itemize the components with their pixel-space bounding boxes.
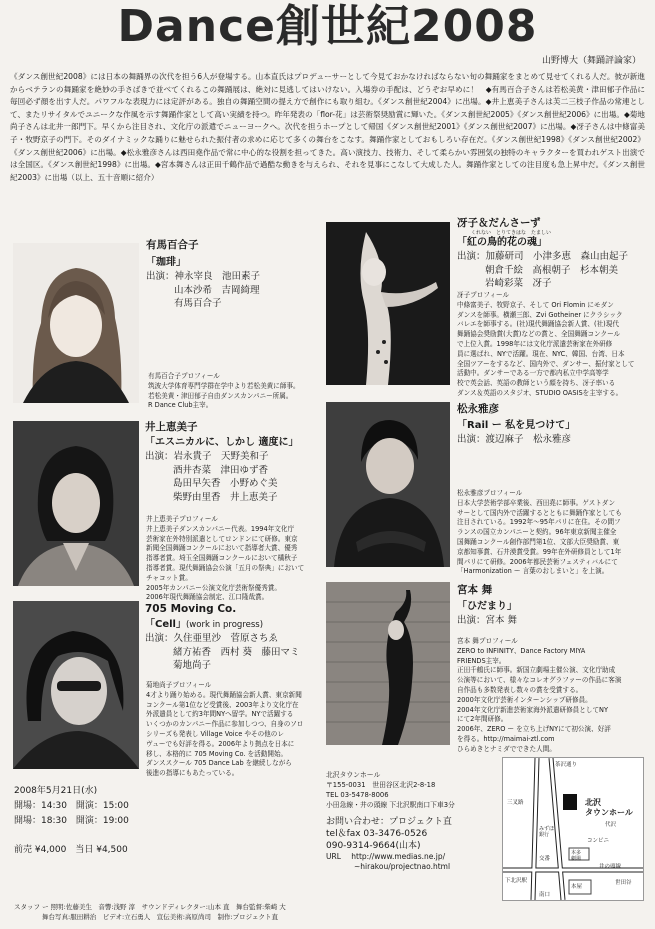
profile-line: 正田千鶴氏に師事。新国立劇場主催公演、文化庁助成 bbox=[457, 666, 616, 675]
contact-heading: お問い合わせ：プロジェクト直 bbox=[326, 817, 452, 827]
profile-line: 2004年文化庁新進芸術家海外派遣研修員としてNY bbox=[457, 705, 609, 714]
cast-line: 菊地尚子 bbox=[173, 660, 212, 671]
venue-name: 北沢タウンホール bbox=[326, 771, 381, 779]
work-title: 「珈琲」 bbox=[146, 257, 186, 268]
work-title: 「紅の鳥的花の魂」 bbox=[457, 237, 547, 248]
cast-line: 柴野由里香 井上恵美子 bbox=[173, 491, 278, 503]
portrait-image bbox=[326, 402, 450, 567]
cast-line: 緒方祐香 西村 葵 藤田マミ bbox=[173, 646, 300, 658]
intro-text: 《ダンス創世紀2008》には日本の舞踊界の次代を担う6人が登場する。山本直氏はプロデューサーとして今見ておかなければならない旬の舞踊家をまとめて見せてくれる人だ。彼が新進からベテランの舞踊家を絶妙の手さばきで並べてくれるこの舞踊展は、絶対に見逃してはいけない。入場券の手配は、どうぞお早めに！ ◆有馬百合子さんは若松美黄・津田郁子作品に毎回必ず顔を出す人だ。パワフルな表現力には定評がある。独自の舞踊空間の提え方で創作にも取り組む。《ダンス創世紀2004》に出場。◆井上恵美子さんは芙二三枝子作品の常連として、またリサイタルでユニークな作風を示す舞踊作家として高い実績を持つ。昨年発表の「flor-花」は芸術祭奨励賞に輝いた。《ダンス創世紀2005》《ダンス創世紀2006》に出場。◆菊地尚子さんは北井一郎門下。早くから注目され、文化庁の派遣でニューヨークへ。次代を担うホープとして帰国《ダンス創世紀2001》《ダンス創世紀2007》に出場。◆冴子さんは中條富美子・牧野京子の門下。そのダイナミックな踊りに魅せられた振付者の求めに応じて多くの舞台をこなす。舞踊作家としておもしろい存在だ。《ダンス創世紀1998》《ダンス創世紀2002》《ダンス創世紀2006》に出場。◆松永雅彦さんは西田堯作品で常に中心的な役割を担ってきた。高い演技力、技術力、そして柔らかい雰囲気の独特のキャラクターを買われゲスト出演では全国区。《ダンス創世紀1998》に出場。◆宮本舞さんは正田千鶴作品で過酷な動きを与えられ、それを見事にこなして大成した人。舞踊作家としての注目度も急上昇中だ。《ダンス創世紀2003》に出場（以上、五十音順に紹介） bbox=[10, 72, 645, 182]
profile-line: 員に選ばれ、NYで活躍。現在、NYC、韓国、台湾、日本 bbox=[457, 349, 625, 358]
event-date: 2008年5月21日(水) bbox=[14, 786, 98, 796]
cast-line: 出演：岩永貴子 天野美和子 bbox=[145, 451, 269, 462]
profile-line: を得る。http://maimai-ztl.com bbox=[457, 734, 555, 743]
photo-inoue bbox=[13, 421, 139, 586]
map-label: 茶沢通り bbox=[555, 762, 578, 768]
profile-line: 外派遣員として約3年間NYへ留学。NYで活躍する bbox=[146, 710, 294, 719]
cast-line: 出演：神永宰良 池田素子 bbox=[146, 271, 261, 282]
work-title: 「ひだまり」 bbox=[457, 601, 517, 612]
photo-kikuchi bbox=[13, 601, 139, 769]
work-ruby: くれない とりてきはな たましい bbox=[471, 230, 552, 236]
cast-line: 出演：加藤研司 小津多恵 森山由起子 bbox=[457, 251, 629, 262]
map-label: 本多 劇場 bbox=[571, 850, 582, 862]
profile-line: 注目されている。1992年〜95年パリに在住。その間フ bbox=[457, 518, 621, 527]
cast-line: 岩崎彩菜 冴子 bbox=[485, 278, 552, 289]
profile-line: ダンス＆英語のスタジオ、STUDIO OASISを主宰する。 bbox=[457, 388, 623, 397]
map-label: コンビニ bbox=[587, 838, 610, 844]
dance-image bbox=[326, 222, 450, 385]
profile-line: 指導者賞。埼玉全国舞踊コンクールにおいて橘秋子 bbox=[146, 554, 298, 563]
url-label: URL bbox=[326, 852, 341, 861]
performer-name: 705 Moving Co. bbox=[145, 603, 237, 615]
profile-line: にて2年間研修。 bbox=[457, 715, 508, 724]
contact-telfax: tel＆fax 03-3476-0526 bbox=[326, 829, 428, 839]
author-credit: 山野博大（舞踊評論家） bbox=[541, 56, 641, 66]
profile-line: 中條富美子、牧野京子、そして Ori Flomin にモダン bbox=[457, 300, 614, 309]
profile-line: 2006年、ZERO ー を立ち上げNYにて初公演、好評 bbox=[457, 725, 611, 734]
performer-name: 有馬百合子 bbox=[146, 239, 199, 251]
show-time: 開場：14:30 開演：15:00 bbox=[14, 801, 129, 811]
map-label: 交番 bbox=[539, 856, 551, 862]
staff-credits: 舞台写真:服田耕治 ビデオ:立石勇人 宣伝美術:高原尚司 制作:プロジェクト直 bbox=[42, 913, 278, 921]
profile-heading: 冴子プロフィール bbox=[457, 291, 510, 299]
venue-address: 〒155-0031 世田谷区北沢2-8-18 bbox=[326, 781, 436, 789]
profile-line: 筑波大学体育専門学群在学中より若松美黄に師事。 bbox=[148, 381, 300, 390]
cast-line: 有馬百合子 bbox=[174, 298, 222, 309]
map-label: 南口 bbox=[539, 892, 551, 898]
map-label: 井の頭線 bbox=[599, 864, 622, 870]
profile-line: 2006年現代舞踊協会制定、江口隆哉賞。 bbox=[146, 593, 269, 602]
portrait-image bbox=[13, 421, 139, 586]
photo-saeko bbox=[326, 222, 450, 385]
profile-line: 国舞踊コンクール創作部門第1位、文部大臣奨励賞、東 bbox=[457, 537, 620, 546]
profile-line: 舞踊協会奨励賞(大賞)などの賞と、全国舞踊コンクール bbox=[457, 330, 621, 339]
cast-line: 出演：渡辺麻子 松永雅彦 bbox=[457, 434, 572, 445]
cast-line: 酒井杏菜 津田ゆず香 bbox=[173, 464, 269, 476]
cast-line: 島田早矢香 小野めぐ美 bbox=[173, 478, 278, 489]
cast-line: 出演：久住亜里沙 菅原さちゑ bbox=[145, 633, 279, 644]
page-title: Dance創世紀2008 bbox=[117, 1, 538, 52]
profile-heading: 有馬百合子プロフィール bbox=[148, 372, 220, 380]
map-label: 下北沢駅 bbox=[505, 878, 528, 884]
profile-line: いくつかのカンパニー作品に参加しつつ、自身のソロ bbox=[146, 720, 304, 729]
profile-line: ひらめきとナミダでできた人間。 bbox=[457, 744, 556, 753]
profile-line: 自作品も多数発表し数々の賞を受賞する。 bbox=[457, 685, 583, 694]
profile-line: 「Harmonization ー 言葉のおしまいと」を上演。 bbox=[457, 567, 609, 576]
profile-line: 活動中。ダンサーである一方で都内私立中学高等学 bbox=[457, 369, 609, 378]
profile-line: 井上恵美子ダンスカンパニー代表。1994年文化庁 bbox=[146, 524, 295, 533]
profile-line: 若松美黄・津田郁子自由ダンスカンパニー所属。 bbox=[148, 391, 293, 400]
performer-name: 冴子＆だんさーず bbox=[457, 217, 541, 229]
profile-heading: 松永雅彦プロフィール bbox=[457, 489, 523, 497]
contact-url[interactable]: http://www.medias.ne.jp/ bbox=[351, 852, 446, 861]
profile-line: 間パリにて研修。2006年都民芸術フェスティバルにて bbox=[457, 557, 618, 566]
profile-line: ランスの国立カンパニーと契約。96年東京新聞主催全 bbox=[457, 528, 617, 537]
profile-line: 日本大学芸術学部卒業後、西田堯に師事。ゲストダン bbox=[457, 498, 616, 507]
profile-line: コンクール第1位など受賞後、2003年より文化庁在 bbox=[146, 700, 299, 709]
work-note: (work in progress) bbox=[185, 620, 264, 630]
profile-line: ダンスを師事。横瀬三郎、Zvi Gotheiner にクラシック bbox=[457, 310, 623, 319]
map-label: みずほ 銀行 bbox=[539, 826, 555, 838]
cast-line: 朝倉千絵 高根朝子 杉本朝美 bbox=[485, 264, 619, 276]
profile-line: 4才より踊り始める。現代舞踊協会新人賞、東京新聞 bbox=[146, 690, 302, 699]
performer-name: 井上恵美子 bbox=[145, 421, 198, 433]
profile-line: 校で英会話、英語の教師という顔を持ち、冴子率いる bbox=[457, 379, 616, 388]
profile-line: シリーズも発表し Village Voice やその他のレ bbox=[146, 729, 284, 738]
profile-line: チャコット賞。 bbox=[146, 573, 192, 582]
staff-credits: スタッフ ー 照明:佐藤美生 音響:浅野 淳 サウンドディレクター:山本 直 舞台監督:柴崎 大 bbox=[14, 903, 286, 911]
profile-line: 全国ツアーをするなど、国内外で、ダンサー、振付家として bbox=[457, 359, 635, 368]
portrait-image bbox=[13, 601, 139, 769]
profile-line: バレエを師事する。(社)現代舞踊協会新人賞、(社)現代 bbox=[457, 320, 619, 329]
profile-line: 公演等において、様々なコレオグラファーの作品に客演 bbox=[457, 676, 622, 685]
work-title: 「Rail ー 私を見つけて」 bbox=[457, 420, 576, 431]
profile-line: 移し、本格的に 705 Moving Co. を活動開始。 bbox=[146, 749, 288, 758]
performer-name: 宮本 舞 bbox=[457, 584, 493, 596]
cast-line: 出演：宮本 舞 bbox=[457, 615, 518, 626]
venue-map bbox=[502, 757, 644, 901]
dance-image bbox=[326, 582, 450, 745]
map-label: 世田谷 bbox=[615, 880, 632, 886]
show-time: 開場：18:30 開演：19:00 bbox=[14, 816, 129, 826]
photo-arima bbox=[13, 243, 139, 403]
profile-line: R Dance Club主宰。 bbox=[148, 401, 213, 410]
contact-url-cont[interactable]: ~hirakou/projectnao.html bbox=[354, 862, 451, 871]
portrait-image bbox=[13, 243, 139, 403]
map-label: 三叉路 bbox=[507, 800, 524, 806]
profile-line: ダンススクール 705 Dance Lab を継続しながら bbox=[146, 759, 292, 768]
profile-line: 京都知事賞、石井漠賞受賞。99年在外研修員として1年 bbox=[457, 547, 622, 556]
map-label: 代沢 bbox=[605, 822, 617, 828]
cast-line: 山本沙希 吉岡綺理 bbox=[174, 284, 260, 296]
profile-heading: 菊地尚子プロフィール bbox=[146, 681, 212, 689]
profile-line: 指導者賞。現代舞踊協会公演「五月の祭典」において bbox=[146, 563, 305, 572]
profile-line: FRIENDS主宰。 bbox=[457, 656, 506, 665]
profile-line: 新聞全国舞踊コンクールにおいて指導者大賞、優秀 bbox=[146, 544, 298, 553]
profile-line: 2005年カンパニー公演文化庁芸術祭優秀賞。 bbox=[146, 583, 282, 592]
venue-tel: TEL 03-5478-8006 bbox=[326, 791, 389, 799]
performer-name: 松永雅彦 bbox=[457, 403, 499, 415]
work-title: 「Cell」 bbox=[145, 619, 186, 630]
map-label: 本屋 bbox=[571, 884, 583, 890]
map-venue-label: 北沢 タウンホール bbox=[585, 798, 633, 817]
profile-line: 2000年文化庁芸術インターンシップ研修員。 bbox=[457, 695, 592, 704]
profile-heading: 井上恵美子プロフィール bbox=[146, 515, 218, 523]
profile-heading: 宮本 舞プロフィール bbox=[457, 637, 518, 645]
profile-line: ZERO to INFINITY、Dance Factory MIYA bbox=[457, 646, 586, 655]
profile-line: サーとして国内外で活躍するとともに舞踊作家としても bbox=[457, 508, 622, 517]
venue-access: 小田急線・井の頭線 下北沢駅南口下車3分 bbox=[326, 801, 455, 809]
photo-miyamoto bbox=[326, 582, 450, 745]
profile-line: ヴューでも好評を得る。2006年より拠点を日本に bbox=[146, 739, 295, 748]
profile-line: 後進の指導にもあたっている。 bbox=[146, 769, 239, 778]
profile-line: で上位入賞。1998年には文化庁派遣芸術家在外研修 bbox=[457, 339, 613, 348]
contact-mobile: 090-9314-9664(山本) bbox=[326, 841, 421, 851]
work-title: 「エスニカルに、しかし 適度に」 bbox=[145, 437, 299, 448]
photo-matsunaga bbox=[326, 402, 450, 567]
ticket-price: 前売 ¥4,000 当日 ¥4,500 bbox=[14, 845, 128, 855]
profile-line: 芸術家在外特別派遣としてロンドンにて研修。東京 bbox=[146, 534, 298, 543]
